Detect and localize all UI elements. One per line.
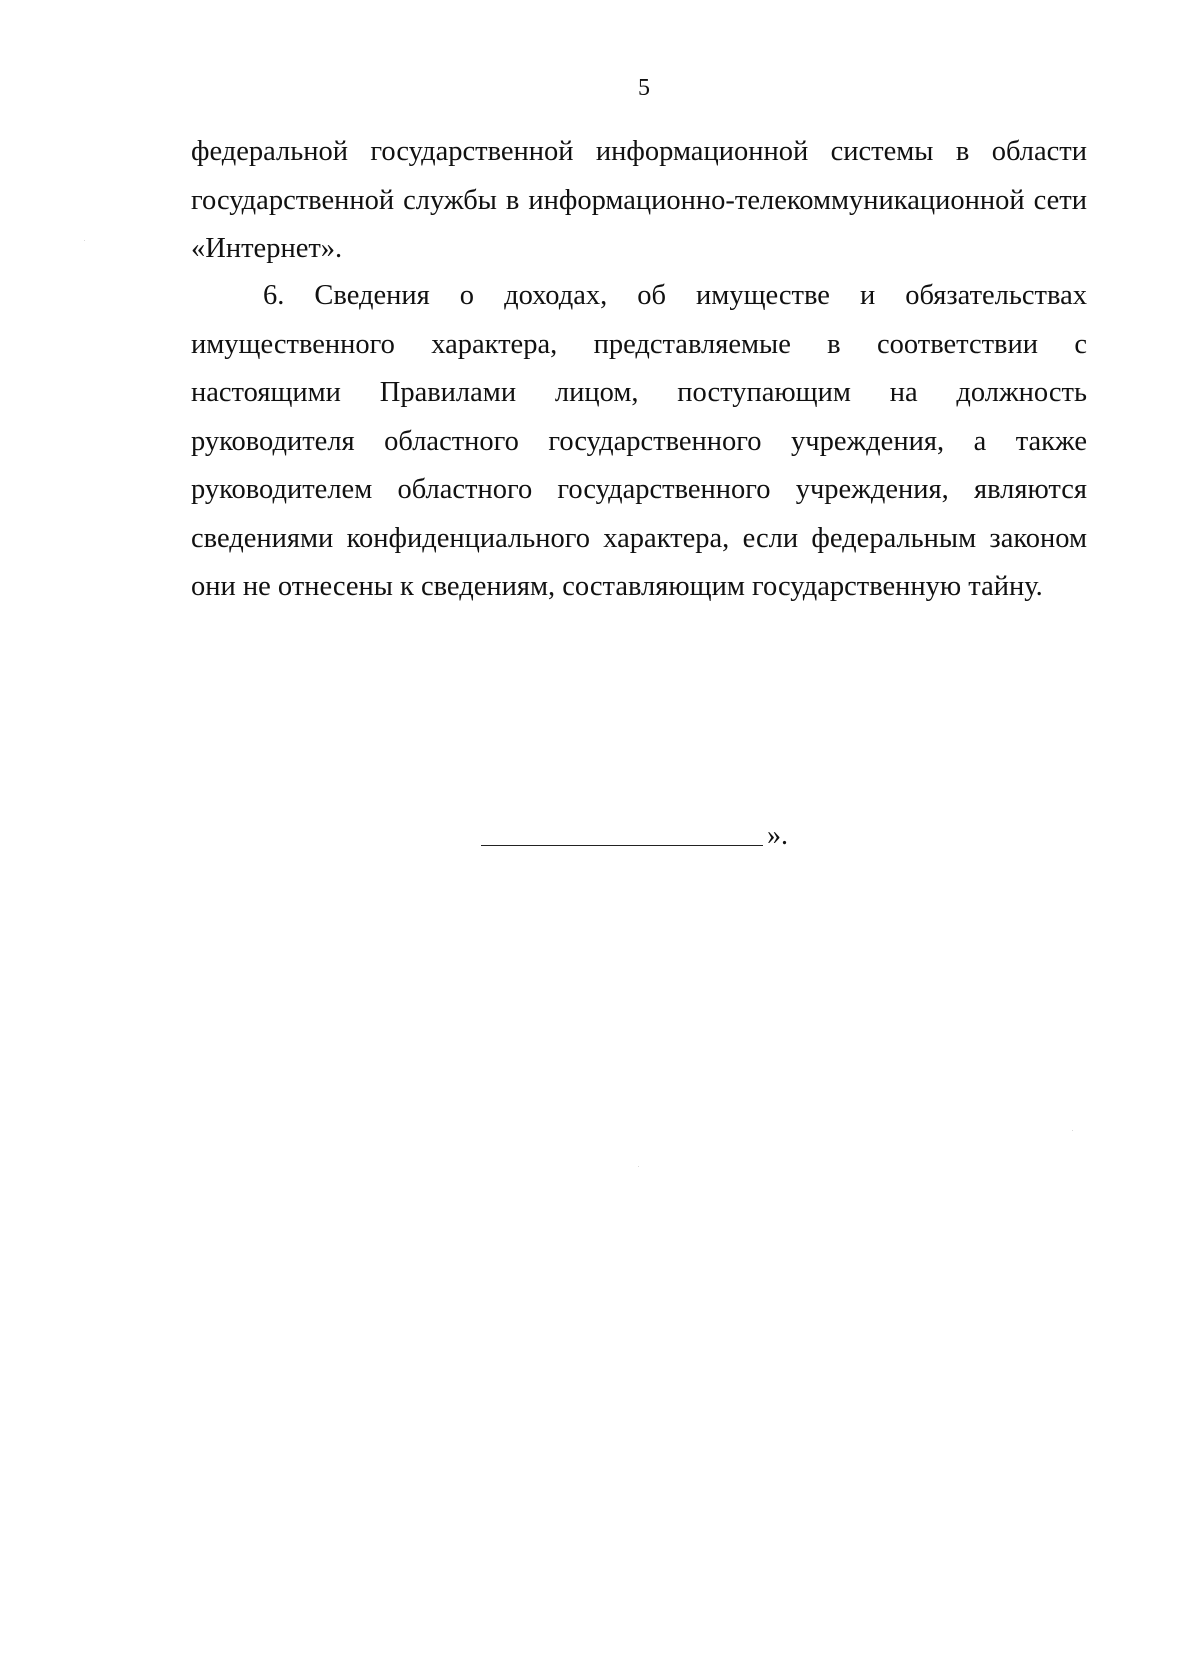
paragraph-continuation <box>191 128 1087 274</box>
scan-speck <box>1072 1130 1073 1131</box>
closing-quote: ». <box>767 820 788 851</box>
paragraph-item-6 <box>191 272 1087 612</box>
paragraph-line: «Интернет». <box>191 233 343 264</box>
closing-rule <box>481 845 763 846</box>
paragraph-line: государственной службы в информационно-телекоммуникационной сети <box>191 184 1087 216</box>
scan-speck <box>638 1166 639 1167</box>
paragraph-line: имущественного характера, представляемые в соответствии с <box>191 328 1087 360</box>
paragraph-line: сведениями конфиденциального характера, если федеральным законом <box>191 522 1087 554</box>
closing-mark <box>481 812 788 852</box>
scan-speck <box>84 240 85 241</box>
paragraph-line: руководителем областного государственного учреждения, являются <box>191 474 1087 505</box>
paragraph-line: руководителя областного государственного учреждения, а также <box>191 425 1087 457</box>
paragraph-line: федеральной государственной информационной системы в области <box>191 136 1087 167</box>
paragraph-line: они не отнесены к сведениям, составляющим государственную тайну. <box>191 571 1043 602</box>
paragraph-line: 6. Сведения о доходах, об имуществе и обязательствах <box>263 280 1087 311</box>
paragraph-line: настоящими Правилами лицом, поступающим на должность <box>191 377 1087 408</box>
page-number: 5 <box>638 75 650 101</box>
